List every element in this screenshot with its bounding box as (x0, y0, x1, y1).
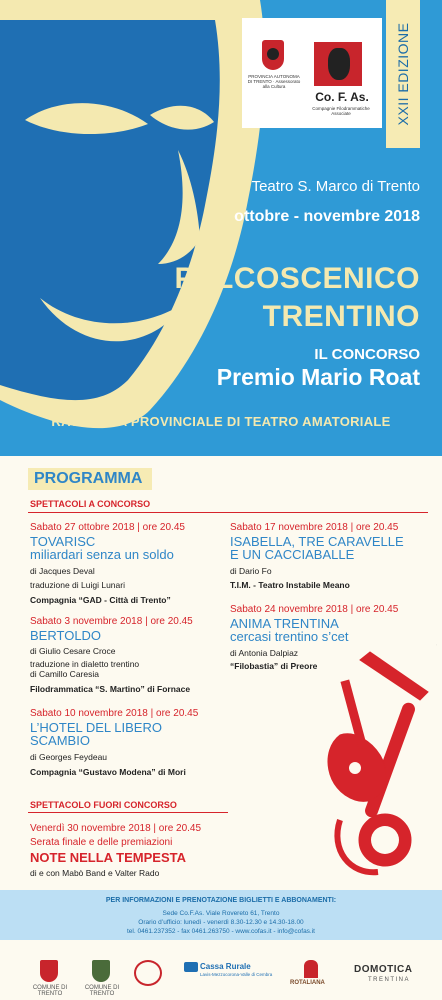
prize-label: Premio Mario Roat (216, 364, 420, 390)
show-translation: traduzione in dialetto trentino (30, 659, 140, 669)
provincia-label: PROVINCIA AUTONOMA DI TRENTO · Assessorato alla Cultura (247, 74, 301, 89)
section-concorso-label: SPETTACOLI A CONCORSO (30, 499, 151, 509)
show-date: Sabato 27 ottobre 2018 | ore 20.45 (30, 522, 185, 533)
sponsor-comune-2: COMUNE DI TRENTO (84, 985, 120, 997)
show-translator: di Camillo Caresia (30, 669, 99, 679)
show-translation: traduzione di Luigi Lunari (30, 580, 125, 590)
fuori-title: NOTE NELLA TEMPESTA (30, 850, 186, 865)
info-contacts: tel. 0461.237352 - fax 0461.263750 - www.cofas.it - info@cofas.it (127, 928, 315, 935)
cfas-mask-icon (314, 42, 362, 86)
fuori-cast: di e con Mabò Band e Valter Rado (30, 868, 160, 878)
cfas-logo-name: Co. F. As. (315, 90, 369, 104)
venue-label: Teatro S. Marco di Trento (251, 178, 420, 195)
show-company: T.I.M. - Teatro Instabile Meano (230, 580, 350, 590)
show-company: “Filobastia” di Preore (230, 661, 318, 671)
sponsor-cassa: Cassa Rurale (200, 962, 251, 971)
show-date: Sabato 24 novembre 2018 | ore 20.45 (230, 604, 399, 615)
show-title: ISABELLA, TRE CARAVELLE (230, 534, 404, 549)
fuori-date: Venerdì 30 novembre 2018 | ore 20.45 (30, 823, 202, 834)
section-divider (28, 512, 428, 513)
show-author: di Jacques Deval (30, 566, 95, 576)
show-title: TOVARISC (30, 534, 96, 549)
show-title: ANIMA TRENTINA (230, 616, 339, 631)
show-subtitle: cercasi trentino s’cet (230, 629, 349, 644)
title-line-1: PALCOSCENICO (174, 262, 420, 295)
subtitle-label: IL CONCORSO (314, 346, 420, 363)
show-date: Sabato 10 novembre 2018 | ore 20.45 (30, 708, 199, 719)
programma-heading (28, 468, 152, 490)
show-company: Compagnia “Gustavo Modena” di Mori (30, 767, 186, 777)
section-divider (28, 812, 228, 813)
show-title: L’HOTEL DEL LIBERO (30, 720, 162, 735)
rassegna-label: RASSEGNA PROVINCIALE DI TEATRO AMATORIALE (51, 414, 391, 429)
show-author: di Giulio Cesare Croce (30, 646, 116, 656)
comune-crest-icon (40, 960, 58, 982)
show-author: di Dario Fo (230, 566, 272, 576)
show-author: di Antonia Dalpiaz (230, 648, 299, 658)
show-subtitle: SCAMBIO (30, 733, 90, 748)
programma-heading-label: PROGRAMMA (34, 470, 143, 487)
sponsor-domotica-sub: TRENTINA (368, 977, 410, 983)
show-date: Sabato 3 novembre 2018 | ore 20.45 (30, 616, 193, 627)
sponsor-cassa-sub: Lavis-Mezzocorona-Valle di Cembra (200, 972, 273, 977)
title-line-2: TRENTINO (262, 300, 420, 333)
edition-label: XXII EDIZIONE (395, 22, 411, 126)
edition-badge (386, 0, 420, 148)
info-address: Sede Co.F.As. Viale Rovereto 61, Trento (162, 910, 280, 917)
provincia-crest-icon (262, 40, 284, 70)
show-company: Filodrammatica “S. Martino” di Fornace (30, 684, 191, 694)
sponsor-emblem-icon (134, 960, 162, 986)
fuori-desc: Serata finale e delle premiazioni (30, 837, 173, 848)
rotaliana-icon (304, 960, 318, 978)
cassa-rurale-icon (184, 962, 198, 972)
sponsor-comune-1: COMUNE DI TRENTO (32, 985, 68, 997)
dates-label: ottobre - novembre 2018 (234, 208, 420, 225)
show-date: Sabato 17 novembre 2018 | ore 20.45 (230, 522, 399, 533)
section-fuori-label: SPETTACOLO FUORI CONCORSO (30, 800, 177, 810)
header-panel (0, 0, 442, 456)
credit-vertical: · (433, 644, 439, 646)
show-subtitle: E UN CACCIABALLE (230, 547, 355, 562)
show-subtitle: miliardari senza un soldo (30, 547, 174, 562)
info-heading: PER INFORMAZIONI E PRENOTAZIONE BIGLIETTI E ABBONAMENTI: (105, 897, 337, 904)
sponsor-rotaliana: ROTALIANA (290, 980, 325, 986)
cfas-logo-sub: Compagnie Filodrammatiche Associate (312, 106, 370, 116)
show-company: Compagnia “GAD - Città di Trento” (30, 595, 171, 605)
instruments-illustration (300, 640, 440, 885)
show-title: BERTOLDO (30, 628, 102, 643)
sponsor-domotica: DOMOTICA (354, 964, 413, 975)
info-hours: Orario d’ufficio: lunedì - venerdì 8.30-12.30 e 14.30-18.00 (138, 919, 304, 926)
show-author: di Georges Feydeau (30, 752, 108, 762)
comune-crest-icon (92, 960, 110, 982)
